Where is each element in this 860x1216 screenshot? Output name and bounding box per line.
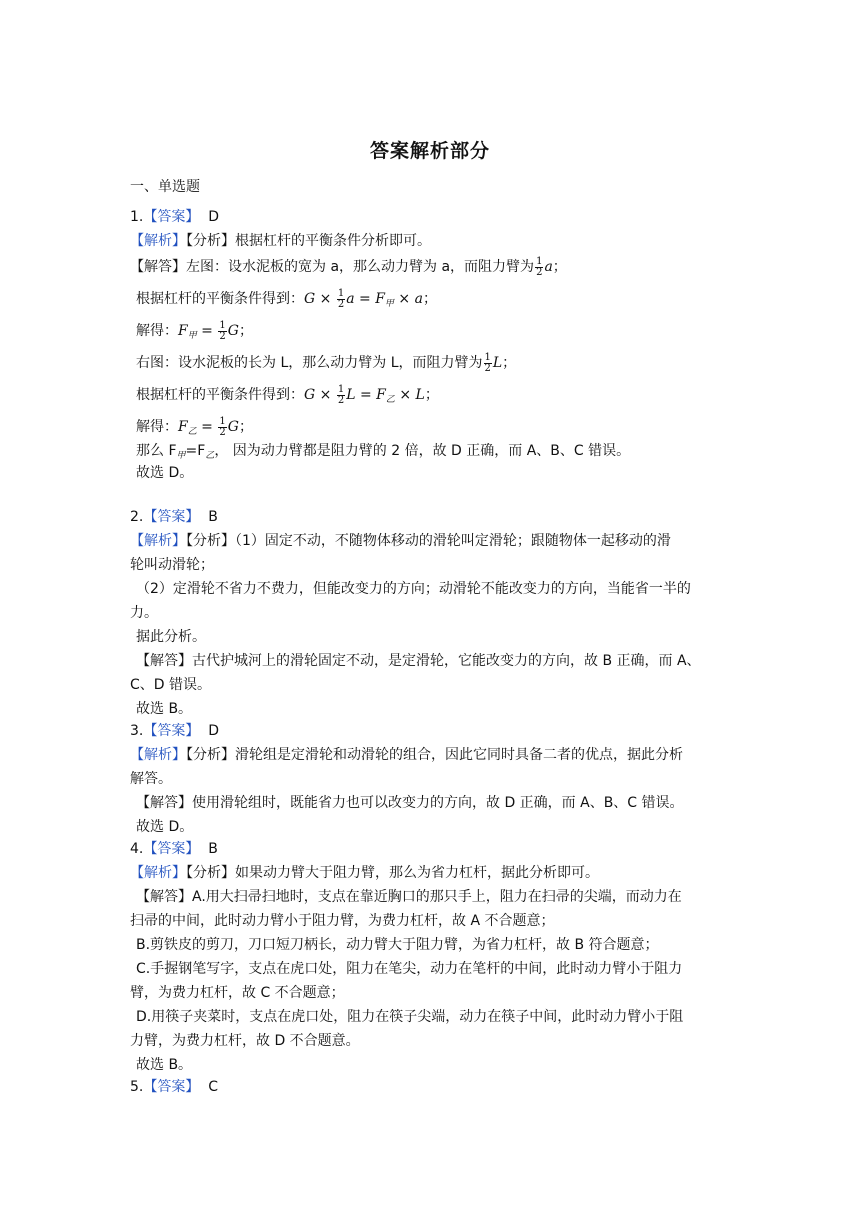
q3-analysis: 【解析】【分析】滑轮组是定滑轮和动滑轮的组合，因此它同时具备二者的优点，据此分析 — [130, 747, 683, 763]
q5-answer-line: 5.【答案】 C — [130, 1079, 219, 1095]
q2-analysis: 【解析】【分析】（1）固定不动，不随物体移动的滑轮叫定滑轮；跟随物体一起移动的滑 — [130, 533, 671, 549]
q1-solution-line-4: 右图：设水泥板的长为 L，那么动力臂为 L，而阻力臂为 $\frac{1}{2}$ L； — [136, 351, 517, 374]
q4-answer-line: 4.【答案】 B — [130, 841, 218, 857]
jiexi-tag: 【解析】 — [130, 747, 186, 763]
jiexi-tag: 【解析】 — [130, 865, 186, 881]
q1-analysis: 【解析】【分析】根据杠杆的平衡条件分析即可。 — [130, 233, 431, 249]
answer-tag: 【答案】 — [143, 723, 200, 739]
q2-line-6: 【解答】古代护城河上的滑轮固定不动，是定滑轮，它能改变力的方向，故 B 正确，而 A、 — [136, 653, 701, 669]
q1-solution-line-7: 那么 $F_甲=F_乙$， 因为动力臂都是阻力臂的 2 倍，故 D 正确，而 A、B、C 错误。 — [136, 443, 631, 461]
q3-answer: D — [208, 723, 220, 739]
q2-line-2: 轮叫动滑轮； — [130, 557, 214, 573]
q1-conclusion: 故选 D。 — [136, 465, 194, 481]
q4-analysis: 【解析】【分析】如果动力臂大于阻力臂，那么为省力杠杆，据此分析即可。 — [130, 865, 599, 881]
q1-solution-line-6: 解得：$F_乙$ = $\frac{1}{2}$ G； — [136, 415, 253, 438]
q5-answer: C — [208, 1079, 219, 1095]
q1-solution-line-1: 【解答】左图：设水泥板的宽为 a，那么动力臂为 a，而阻力臂为 $\frac{1}{2}$ a； — [130, 255, 567, 278]
jiexi-tag: 【解析】 — [130, 533, 186, 549]
answer-tag: 【答案】 — [143, 1079, 200, 1095]
q2-line-7: C、D 错误。 — [130, 677, 212, 693]
q2-line-4: 力。 — [130, 605, 158, 621]
q1-answer: D — [208, 209, 220, 225]
q4-line-2: 【解答】A.用大扫帚扫地时，支点在靠近胸口的那只手上，阻力在扫帚的尖端，而动力在 — [136, 889, 682, 905]
q4-answer: B — [208, 841, 218, 857]
answer-tag: 【答案】 — [143, 209, 200, 225]
q3-conclusion: 故选 D。 — [136, 819, 194, 835]
section-heading: 一、单选题 — [130, 179, 200, 195]
q4-line-7: D.用筷子夹菜时，支点在虎口处，阻力在筷子尖端，动力在筷子中间，此时动力臂小于阻 — [136, 1009, 684, 1025]
q3-line-2: 解答。 — [130, 771, 172, 787]
q2-answer-line: 2.【答案】 B — [130, 509, 218, 525]
q3-line-3: 【解答】使用滑轮组时，既能省力也可以改变力的方向，故 D 正确，而 A、B、C 错误。 — [136, 795, 684, 811]
q4-line-4: B.剪铁皮的剪刀，刀口短刀柄长，动力臂大于阻力臂，为省力杠杆，故 B 符合题意； — [136, 937, 659, 953]
q1-solution-line-3: 解得：$F_甲$ = $\frac{1}{2}$ G； — [136, 319, 253, 342]
q3-answer-line: 3.【答案】 D — [130, 723, 220, 739]
q4-line-6: 臂，为费力杠杆，故 C 不合题意； — [130, 985, 345, 1001]
q1-solution-line-5: 根据杠杆的平衡条件得到：G × $\frac{1}{2}$ $L = F_乙 \times L$； — [136, 383, 439, 406]
q2-line-3: （2）定滑轮不省力不费力，但能改变力的方向；动滑轮不能改变力的方向，当能省一半的 — [136, 581, 691, 597]
q4-conclusion: 故选 B。 — [136, 1057, 193, 1073]
jiexi-tag: 【解析】 — [130, 233, 186, 249]
q1-answer-line — [130, 206, 219, 228]
q2-answer: B — [208, 509, 218, 525]
q4-line-5: C.手握钢笔写字，支点在虎口处，阻力在笔尖，动力在笔杆的中间，此时动力臂小于阻力 — [136, 961, 683, 977]
q4-line-8: 力臂，为费力杠杆，故 D 不合题意。 — [130, 1033, 360, 1049]
q4-line-3: 扫帚的中间，此时动力臂小于阻力臂，为费力杠杆，故 A 不合题意； — [130, 913, 555, 929]
page-title: 答案解析部分 — [369, 140, 490, 162]
answer-tag: 【答案】 — [143, 509, 200, 525]
fraction-half: $\frac{1}{2}$ — [536, 255, 543, 278]
q1-number: 1. — [130, 209, 144, 225]
q1-solution-line-2: 根据杠杆的平衡条件得到：G × $\frac{1}{2}$ $a = F_甲 \times a$； — [136, 287, 437, 310]
q2-line-5: 据此分析。 — [136, 629, 206, 645]
answer-tag: 【答案】 — [143, 841, 200, 857]
q2-conclusion: 故选 B。 — [136, 701, 193, 717]
